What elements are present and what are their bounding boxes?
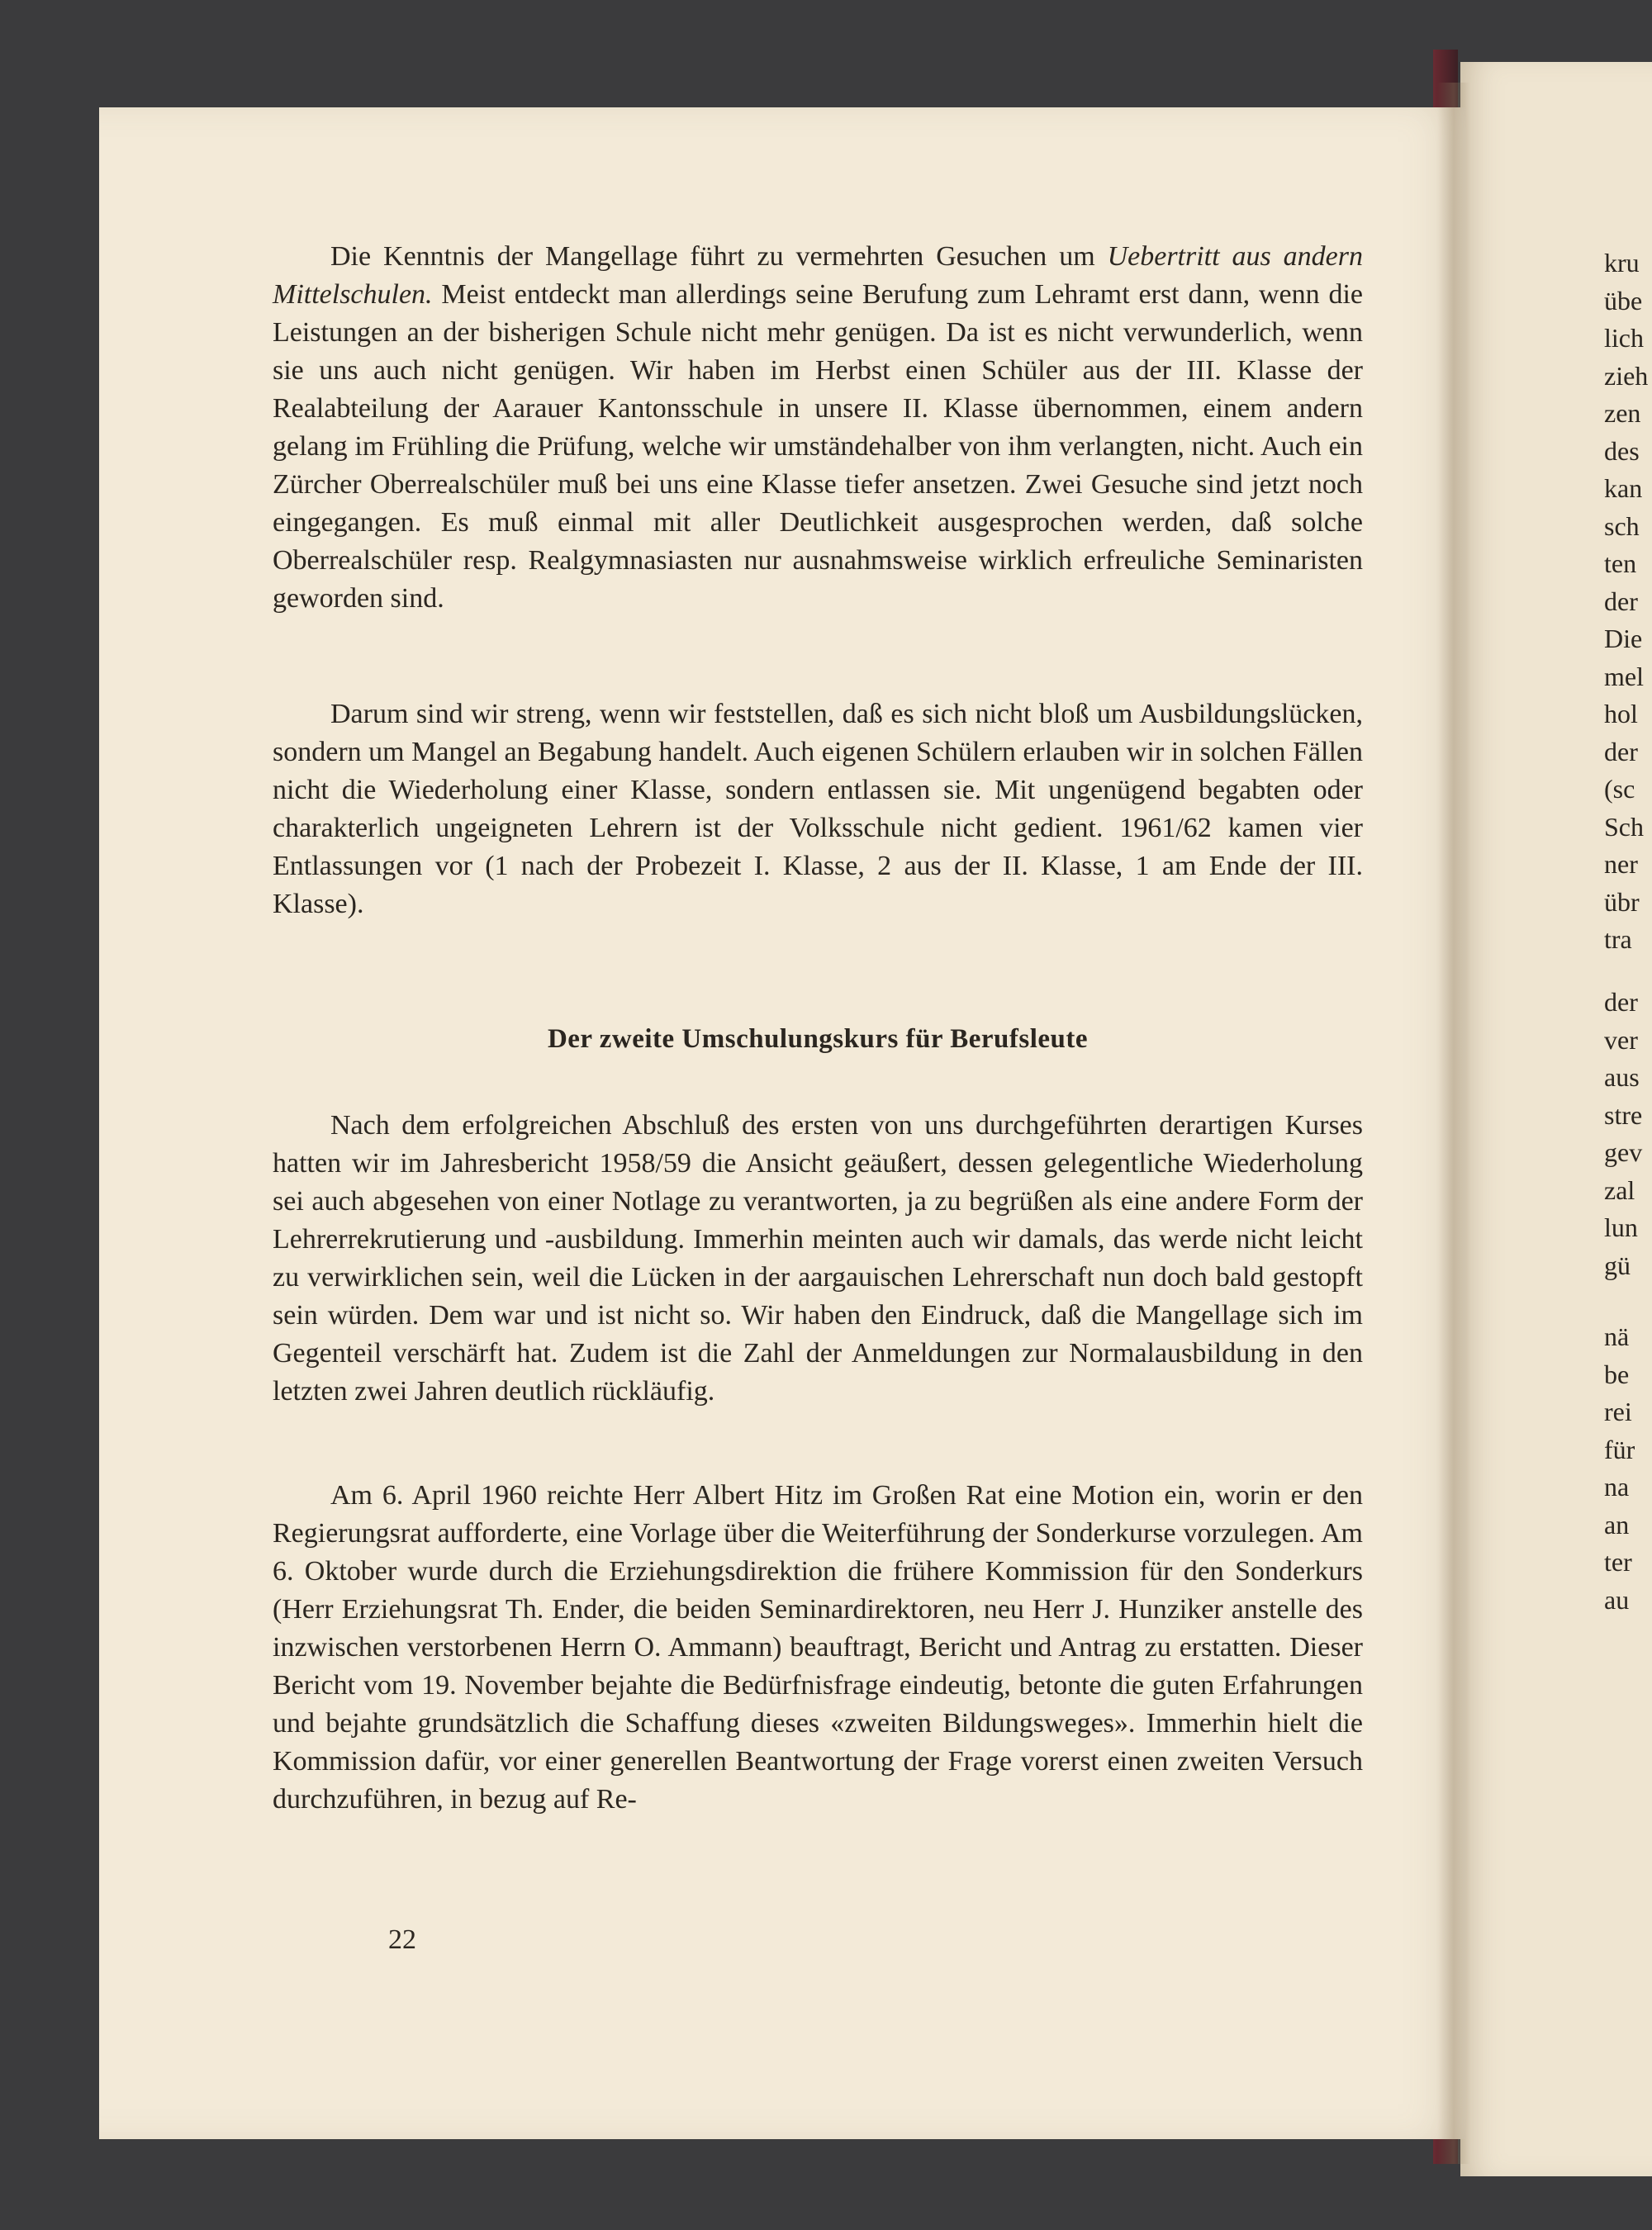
facing-page-line: nä [1604, 1321, 1630, 1351]
paragraph-mittelschulen [273, 238, 1363, 618]
facing-page-line: (sc [1604, 774, 1635, 804]
facing-page-line: lun [1604, 1212, 1638, 1242]
facing-page-line: Die [1604, 624, 1643, 653]
facing-page-line: kru [1604, 248, 1640, 278]
facing-page-line: rei [1604, 1397, 1632, 1426]
facing-page-line: lich [1604, 323, 1644, 353]
facing-page-line: des [1604, 435, 1640, 466]
facing-page-line: stre [1604, 1099, 1643, 1130]
facing-page-line: gü [1604, 1250, 1631, 1280]
facing-page-line: der [1604, 586, 1638, 616]
facing-page-line: an [1604, 1509, 1630, 1540]
facing-page-line: mel [1604, 661, 1644, 691]
facing-page-line: na [1604, 1472, 1630, 1502]
book-gutter [1437, 83, 1470, 2164]
facing-page-line: tra [1604, 924, 1632, 954]
facing-page-line: Sch [1604, 811, 1644, 842]
facing-page-line: der [1604, 736, 1638, 766]
paragraph-motion [273, 1477, 1363, 1819]
section-heading: Der zweite Umschulungskurs für Berufsleute [547, 1024, 1089, 1054]
paragraph-text: Am 6. April 1960 reichte Herr Albert Hitz im Großen Rat eine Motion ein, worin er den Regierungsrat aufforderte, eine Vorlage über die Weiterführung der Sonderkurse vorzulegen. Am 6. Oktober wurde durch die Erziehungsdirektion die frühere Kommission für den Sonderkurs (Herr Erziehungsrat Th. Ender, die beiden Seminardirektoren, neu Herr J. Hunziker anstelle des inzwischen verstorbenen Herrn O. Ammann) beauftragt, Bericht und Antrag zu erstatten. Dieser Bericht vom 19. November bejahte die Bedürfnisfrage eindeutig, betonte die guten Erfahrungen und bejahte grundsätzlich die Schaffung dieses «zweiten Bildungsweges». Immerhin hielt die Kommission dafür, vor einer generellen Beantwortung der Frage vorerst einen zweiten Versuch durchzuführen, in bezug auf Re- [273, 1480, 1363, 1815]
facing-page-line: ter [1604, 1547, 1632, 1577]
facing-page-line: sch [1604, 510, 1640, 541]
paragraph-text: Nach dem erfolgreichen Abschluß des ersten von uns durchgeführten derartigen Kurses hatten wir im Jahresbericht 1958/59 die Ansicht geäußert, dessen gelegentliche Wiederholung sei auch abgesehen von einer Notlage zu verantworten, ja zu begrüßen als eine andere Form der Lehrerrekrutierung und -ausbildung. Immerhin meinten auch wir damals, das werde nicht leicht zu verwirklichen sein, weil die Lücken in der aargauischen Lehrerschaft nun doch bald gestopft sein würden. Dem war und ist nicht so. Wir haben den Eindruck, daß die Mangellage sich im Gegenteil verschärft hat. Zudem ist die Zahl der Anmeldungen zur Normalausbildung in den letzten zwei Jahren deutlich rückläufig. [273, 1110, 1363, 1407]
facing-page-line: der [1604, 987, 1638, 1017]
italic-phrase: Uebertritt aus andern Mittelschulen. [273, 241, 1363, 310]
facing-page-line: zal [1604, 1174, 1635, 1205]
facing-page-line: ten [1604, 548, 1637, 578]
paragraph-intro: Die Kenntnis der Mangellage führt zu vermehrten Gesuchen um [330, 241, 1108, 272]
page-number: 22 [388, 1924, 416, 1955]
facing-page-line: übr [1604, 886, 1640, 917]
facing-page-line: aus [1604, 1062, 1640, 1092]
facing-page-line: kan [1604, 473, 1643, 503]
facing-page-line: zieh [1604, 360, 1649, 391]
paragraph-umschulungskurs [273, 1107, 1363, 1411]
paragraph-streng [273, 695, 1363, 923]
facing-page-line: zen [1604, 398, 1641, 428]
facing-page-line: hol [1604, 699, 1638, 728]
facing-page-line: gev [1604, 1137, 1643, 1167]
facing-page-line: für [1604, 1434, 1635, 1464]
facing-page-line: ver [1604, 1024, 1638, 1055]
facing-page-line: ner [1604, 849, 1638, 879]
facing-page-line: au [1604, 1584, 1630, 1615]
paragraph-rest: Meist entdeckt man allerdings seine Berufung zum Lehramt erst dann, wenn die Leistungen an der bisherigen Schule nicht mehr genügen. Da ist es nicht verwunderlich, wenn sie uns auch nicht genügen. Wir haben im Herbst einen Schüler aus der III. Klasse der Realabteilung der Aarauer Kantonsschule in unsere II. Klasse übernommen, einem andern gelang im Frühling die Prüfung, welche wir umständehalber von ihm verlangten, nicht. Auch ein Zürcher Oberrealschüler muß bei uns eine Klasse tiefer ansetzen. Zwei Gesuche sind jetzt noch eingegangen. Es muß einmal mit aller Deutlichkeit ausgesprochen werden, daß solche Oberrealschüler resp. Realgymnasiasten nur ausnahmsweise wirklich erfreuliche Seminaristen geworden sind. [273, 279, 1363, 614]
facing-page-line: übe [1604, 285, 1643, 316]
paragraph-text: Darum sind wir streng, wenn wir feststellen, daß es sich nicht bloß um Ausbildungslücken, sondern um Mangel an Begabung handelt. Auch eigenen Schülern erlauben wir in solchen Fällen nicht die Wiederholung einer Klasse, sondern entlassen sie. Mit ungenügend begabten oder charakterlich ungeigneten Lehrern ist der Volksschule nicht gedient. 1961/62 kamen vier Entlassungen vor (1 nach der Probezeit I. Klasse, 2 aus der II. Klasse, 1 am Ende der III. Klasse). [273, 699, 1363, 919]
facing-page-line: be [1604, 1359, 1630, 1389]
